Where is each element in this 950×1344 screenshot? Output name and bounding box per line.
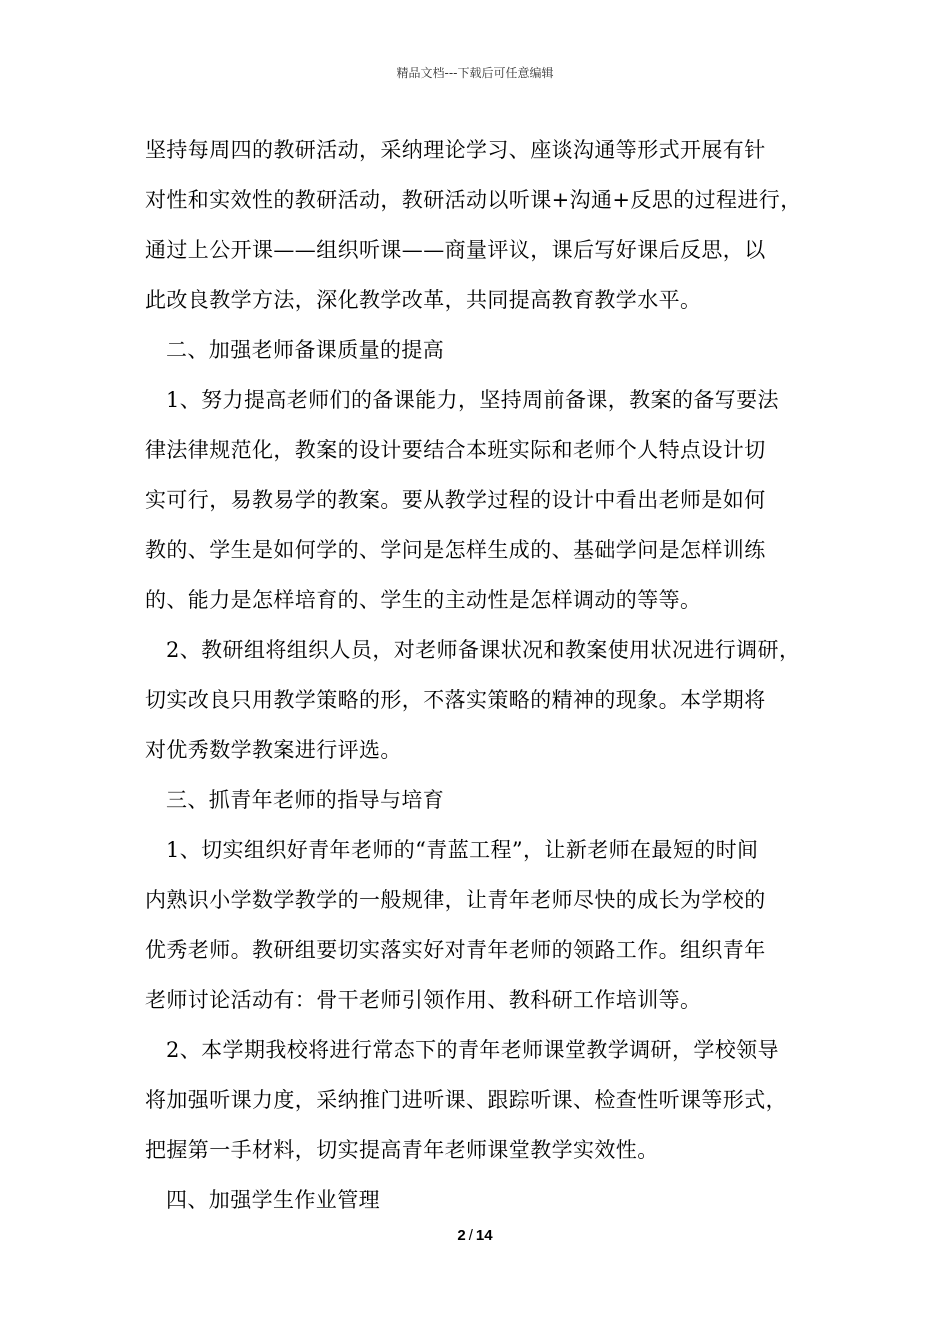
document-body: [145, 125, 815, 1225]
total-pages: 14: [475, 1227, 493, 1244]
body-line: 对性和实效性的教研活动，教研活动以听课+沟通+反思的过程进行，: [145, 188, 802, 212]
body-line: 此改良教学方法，深化教学改革，共同提高教育教学水平。: [145, 288, 702, 312]
page-number: [0, 1226, 950, 1246]
body-line: 律法律规范化，教案的设计要结合本班实际和老师个人特点设计切: [145, 438, 766, 462]
body-line: 老师讨论活动有：骨干老师引领作用、教科研工作培训等。: [145, 988, 702, 1012]
body-line: 切实改良只用教学策略的形，不落实策略的精神的现象。本学期将: [145, 688, 766, 712]
body-line: 1、切实组织好青年老师的“青蓝工程”，让新老师在最短的时间: [166, 838, 759, 862]
body-line: 优秀老师。教研组要切实落实好对青年老师的领路工作。组织青年: [145, 938, 766, 962]
body-line: 2、教研组将组织人员，对老师备课状况和教案使用状况进行调研，: [166, 638, 801, 662]
body-line: 的、能力是怎样培育的、学生的主动性是怎样调动的等等。: [145, 588, 702, 612]
body-line: 内熟识小学数学教学的一般规律，让青年老师尽快的成长为学校的: [145, 888, 766, 912]
body-line: 对优秀数学教案进行评选。: [145, 738, 402, 762]
body-line: 实可行，易教易学的教案。要从教学过程的设计中看出老师是如何: [145, 488, 766, 512]
body-line: 坚持每周四的教研活动，采纳理论学习、座谈沟通等形式开展有针: [145, 138, 766, 162]
body-line: 2、本学期我校将进行常态下的青年老师课堂教学调研，学校领导: [166, 1038, 779, 1062]
section-heading: 四、加强学生作业管理: [166, 1188, 380, 1212]
body-line: 把握第一手材料，切实提高青年老师课堂教学实效性。: [145, 1138, 659, 1162]
body-line: 教的、学生是如何学的、学问是怎样生成的、基础学问是怎样训练: [145, 538, 766, 562]
body-line: 将加强听课力度，采纳推门进听课、跟踪听课、检查性听课等形式，: [145, 1088, 787, 1112]
page-header: 精品文档---下载后可任意编辑: [396, 66, 554, 80]
body-line: 1、努力提高老师们的备课能力，坚持周前备课，教案的备写要法: [166, 388, 779, 412]
page-separator: /: [468, 1227, 473, 1244]
body-line: 通过上公开课——组织听课——商量评议，课后写好课后反思，以: [145, 238, 766, 262]
current-page: 2: [457, 1227, 466, 1244]
section-heading: 三、抓青年老师的指导与培育: [166, 788, 445, 812]
section-heading: 二、加强老师备课质量的提高: [166, 338, 445, 362]
